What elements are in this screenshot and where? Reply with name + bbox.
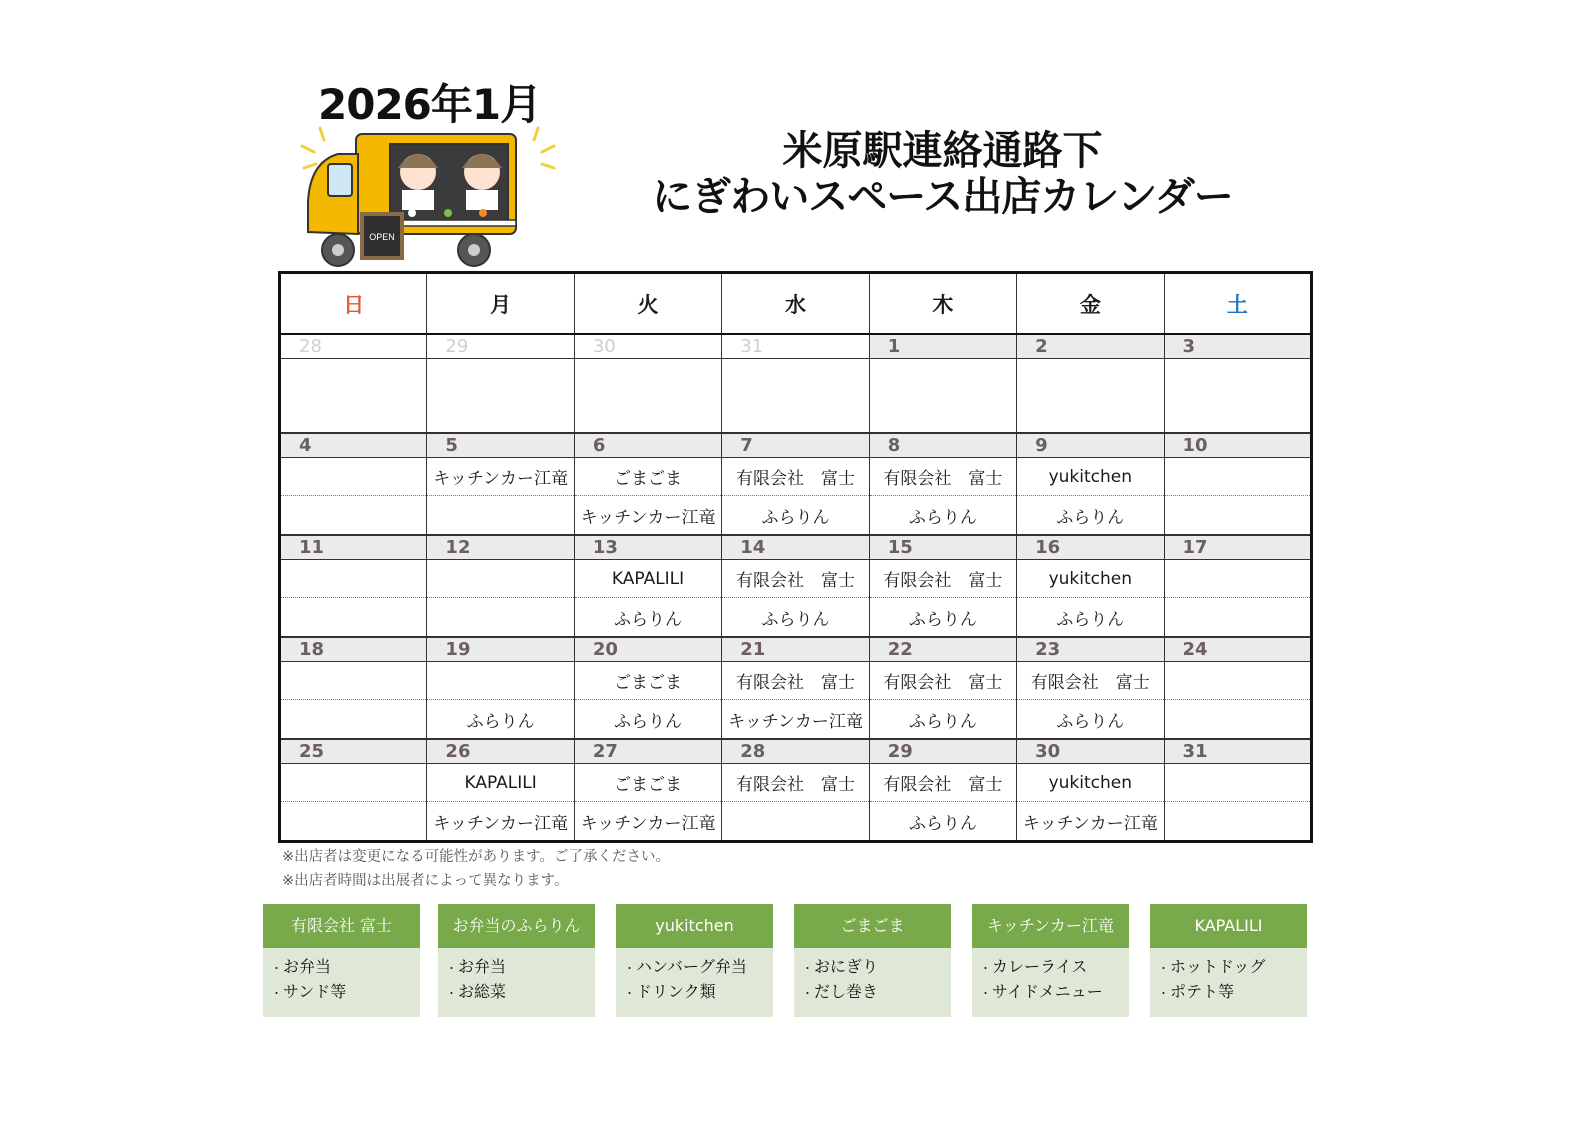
legend-vendor-yukitchen <box>616 904 773 1017</box>
legend-vendor-fuji <box>263 904 420 1017</box>
vendor-cell: ふらりん <box>722 598 869 638</box>
legend-item: ・ ハンバーグ弁当 <box>624 955 773 980</box>
vendor-cell: ごまごま <box>574 458 721 496</box>
date-cell: 12 <box>427 535 574 560</box>
vendor-cell: キッチンカー江竜 <box>1017 802 1164 842</box>
date-cell: 9 <box>1017 433 1164 458</box>
date-cell: 13 <box>574 535 721 560</box>
vendor-cell: KAPALILI <box>574 560 721 598</box>
vendor-cell <box>1164 802 1311 842</box>
vendor-cell <box>722 802 869 842</box>
date-cell: 25 <box>280 739 427 764</box>
legend-item: ・ カレーライス <box>980 955 1129 980</box>
legend-vendor-furarin <box>438 904 595 1017</box>
vendor-cell: 有限会社 富士 <box>722 560 869 598</box>
vendor-cell: ふらりん <box>574 700 721 740</box>
date-cell: 7 <box>722 433 869 458</box>
vendor-cell: キッチンカー江竜 <box>427 458 574 496</box>
date-cell: 26 <box>427 739 574 764</box>
date-cell: 24 <box>1164 637 1311 662</box>
legend-item: ・ ポテト等 <box>1158 980 1307 1005</box>
legend-vendor-name: KAPALILI <box>1150 904 1307 948</box>
note-change: ※出店者は変更になる可能性があります。ご了承ください。 <box>282 849 670 865</box>
vendor-cell: 有限会社 富士 <box>722 764 869 802</box>
date-cell: 28 <box>722 739 869 764</box>
vendor-cell <box>1164 458 1311 496</box>
vendor-cell: yukitchen <box>1017 458 1164 496</box>
date-cell: 6 <box>574 433 721 458</box>
notes <box>282 845 670 893</box>
vendor-cell: キッチンカー江竜 <box>722 700 869 740</box>
vendor-cell <box>280 359 427 434</box>
vendor-cell: 有限会社 富士 <box>722 458 869 496</box>
weekday-tuesday: 火 <box>574 273 721 335</box>
week-3-slot-1 <box>280 560 1312 598</box>
page-title-line1: 米原駅連絡通路下 <box>782 128 1103 174</box>
legend-item: ・ だし巻き <box>802 980 951 1005</box>
week-3-slot-2 <box>280 598 1312 638</box>
week-4-dates <box>280 637 1312 662</box>
week-4-slot-2 <box>280 700 1312 740</box>
vendor-cell <box>427 359 574 434</box>
vendor-cell: 有限会社 富士 <box>1017 662 1164 700</box>
legend-vendor-name: キッチンカー江竜 <box>972 904 1129 948</box>
vendor-cell <box>280 458 427 496</box>
vendor-cell <box>574 359 721 434</box>
vendor-cell: yukitchen <box>1017 560 1164 598</box>
date-cell: 16 <box>1017 535 1164 560</box>
date-cell: 20 <box>574 637 721 662</box>
vendor-cell <box>1164 560 1311 598</box>
week-5-slot-1 <box>280 764 1312 802</box>
week-5-dates <box>280 739 1312 764</box>
vendor-cell: ふらりん <box>1017 496 1164 536</box>
week-2-slot-2 <box>280 496 1312 536</box>
open-sign-text: OPEN <box>369 232 395 242</box>
vendor-cell: キッチンカー江竜 <box>574 802 721 842</box>
vendor-cell <box>280 764 427 802</box>
vendor-cell <box>427 496 574 536</box>
week-1-vendors <box>280 359 1312 434</box>
week-5-slot-2 <box>280 802 1312 842</box>
vendor-cell <box>427 598 574 638</box>
vendor-cell: 有限会社 富士 <box>722 662 869 700</box>
legend-item: ・ お弁当 <box>271 955 420 980</box>
date-cell: 2 <box>1017 334 1164 359</box>
vendor-cell <box>1164 700 1311 740</box>
food-truck-illustration <box>298 122 560 272</box>
week-4-slot-1 <box>280 662 1312 700</box>
weekday-header-row <box>280 273 1312 335</box>
date-cell: 3 <box>1164 334 1311 359</box>
date-cell: 29 <box>427 334 574 359</box>
legend-item: ・ サンド等 <box>271 980 420 1005</box>
vendor-cell <box>1164 662 1311 700</box>
vendor-cell <box>1164 764 1311 802</box>
week-3-dates <box>280 535 1312 560</box>
vendor-cell: ふらりん <box>869 700 1016 740</box>
vendor-cell <box>427 662 574 700</box>
vendor-cell: ごまごま <box>574 764 721 802</box>
legend-vendor-gomagoma <box>794 904 951 1017</box>
vendor-cell <box>427 560 574 598</box>
legend-vendor-name: ごまごま <box>794 904 951 948</box>
legend-vendor-kapalili <box>1150 904 1307 1017</box>
vendor-cell: ふらりん <box>574 598 721 638</box>
vendor-cell: ふらりん <box>722 496 869 536</box>
week-2-dates <box>280 433 1312 458</box>
vendor-cell <box>1164 598 1311 638</box>
vendor-cell <box>1164 359 1311 434</box>
weekday-monday: 月 <box>427 273 574 335</box>
legend-item: ・ ホットドッグ <box>1158 955 1307 980</box>
legend-item: ・ ドリンク類 <box>624 980 773 1005</box>
legend-vendor-name: お弁当のふらりん <box>438 904 595 948</box>
date-cell: 18 <box>280 637 427 662</box>
date-cell: 30 <box>574 334 721 359</box>
date-cell: 29 <box>869 739 1016 764</box>
legend-item: ・ おにぎり <box>802 955 951 980</box>
vendor-cell <box>1017 359 1164 434</box>
date-cell: 11 <box>280 535 427 560</box>
vendor-cell: キッチンカー江竜 <box>427 802 574 842</box>
weekday-friday: 金 <box>1017 273 1164 335</box>
date-cell: 21 <box>722 637 869 662</box>
date-cell: 5 <box>427 433 574 458</box>
date-cell: 8 <box>869 433 1016 458</box>
vendor-cell <box>280 700 427 740</box>
legend-vendor-koryu <box>972 904 1129 1017</box>
week-2-slot-1 <box>280 458 1312 496</box>
date-cell: 19 <box>427 637 574 662</box>
vendor-cell: 有限会社 富士 <box>869 560 1016 598</box>
vendor-cell <box>280 802 427 842</box>
legend-item: ・ お総菜 <box>446 980 595 1005</box>
vendor-cell: 有限会社 富士 <box>869 458 1016 496</box>
vendor-cell: ふらりん <box>1017 598 1164 638</box>
legend-vendor-name: 有限会社 富士 <box>263 904 420 948</box>
page-title <box>630 128 1255 220</box>
vendor-cell: 有限会社 富士 <box>869 662 1016 700</box>
weekday-thursday: 木 <box>869 273 1016 335</box>
month-title: 2026年1月 <box>318 80 542 129</box>
vendor-cell <box>280 496 427 536</box>
vendor-cell: ごまごま <box>574 662 721 700</box>
weekday-wednesday: 水 <box>722 273 869 335</box>
legend-vendor-name: yukitchen <box>616 904 773 948</box>
date-cell: 14 <box>722 535 869 560</box>
date-cell: 1 <box>869 334 1016 359</box>
date-cell: 22 <box>869 637 1016 662</box>
date-cell: 23 <box>1017 637 1164 662</box>
vendor-cell <box>722 359 869 434</box>
vendor-cell <box>280 662 427 700</box>
vendor-cell: ふらりん <box>1017 700 1164 740</box>
date-cell: 30 <box>1017 739 1164 764</box>
date-cell: 27 <box>574 739 721 764</box>
calendar-table <box>278 271 1313 843</box>
vendor-cell: ふらりん <box>869 496 1016 536</box>
date-cell: 31 <box>1164 739 1311 764</box>
vendor-cell: キッチンカー江竜 <box>574 496 721 536</box>
vendor-cell: ふらりん <box>869 802 1016 842</box>
vendor-cell <box>1164 496 1311 536</box>
date-cell: 28 <box>280 334 427 359</box>
vendor-cell: ふらりん <box>869 598 1016 638</box>
legend-item: ・ サイドメニュー <box>980 980 1129 1005</box>
vendor-cell <box>869 359 1016 434</box>
date-cell: 10 <box>1164 433 1311 458</box>
week-1-dates <box>280 334 1312 359</box>
date-cell: 15 <box>869 535 1016 560</box>
vendor-cell: ふらりん <box>427 700 574 740</box>
legend-item: ・ お弁当 <box>446 955 595 980</box>
date-cell: 17 <box>1164 535 1311 560</box>
vendor-cell: 有限会社 富士 <box>869 764 1016 802</box>
vendor-cell: KAPALILI <box>427 764 574 802</box>
vendor-cell <box>280 560 427 598</box>
date-cell: 4 <box>280 433 427 458</box>
weekday-sunday: 日 <box>280 273 427 335</box>
page-title-line2: にぎわいスペース出店カレンダー <box>652 174 1233 220</box>
vendor-cell: yukitchen <box>1017 764 1164 802</box>
vendor-cell <box>280 598 427 638</box>
date-cell: 31 <box>722 334 869 359</box>
weekday-saturday: 土 <box>1164 273 1311 335</box>
note-hours: ※出店者時間は出展者によって異なります。 <box>282 873 569 889</box>
